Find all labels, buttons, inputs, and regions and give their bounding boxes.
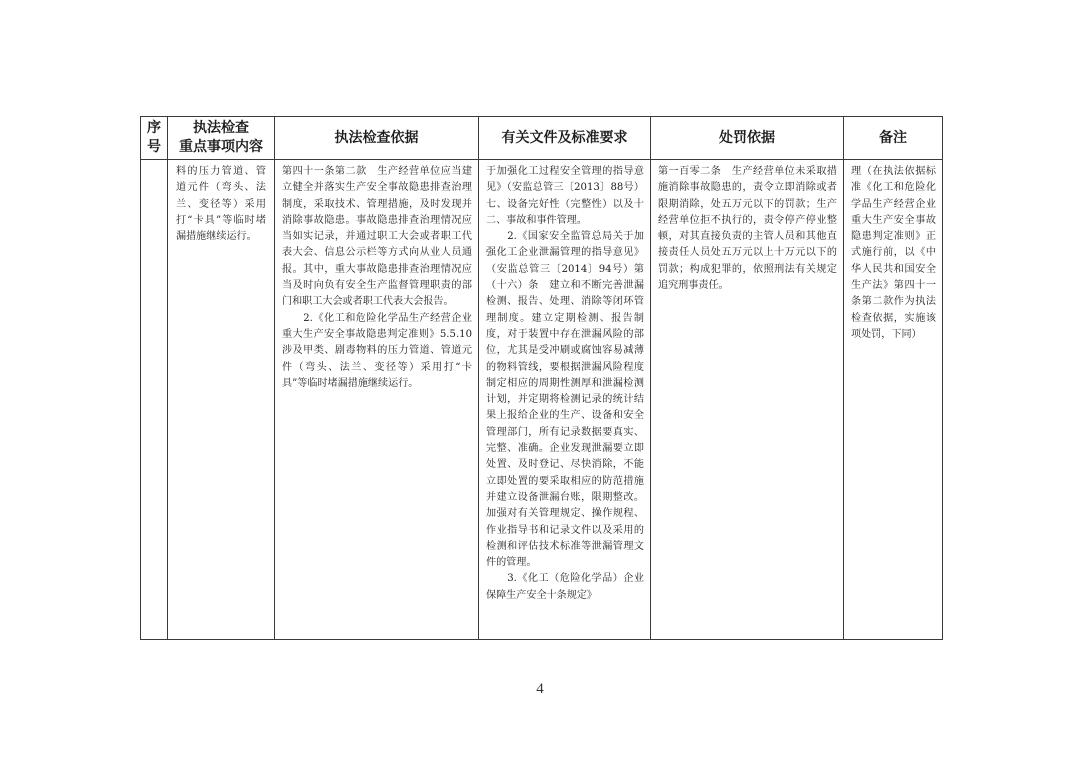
page-number: 4: [536, 681, 544, 697]
cell-remarks: [844, 160, 943, 640]
header-penalty-basis: 处罚依据: [651, 117, 844, 160]
table-header-row: [141, 117, 943, 160]
penalty-text: 第一百零二条 生产经营单位未采取措施消除事故隐患的，责令立即消除或者限期消除，处五万元以下的罚款；生产经营单位拒不执行的，责令停产停业整顿，对其直接负责的主管人员和其他直接责任人员处五万元以上十万元以下的罚款；构成犯罪的，依照刑法有关规定追究刑事责任。: [658, 166, 837, 292]
table-row: [141, 160, 943, 640]
header-remarks: 备注: [844, 117, 943, 160]
seq-text: [141, 160, 167, 164]
header-seq: 序 号: [141, 117, 168, 160]
header-standards: 有关文件及标准要求: [479, 117, 651, 160]
header-inspection-items: 执法检查 重点事项内容: [168, 117, 275, 160]
cell-penalty: [651, 160, 844, 640]
header-inspection-basis: 执法检查依据: [275, 117, 479, 160]
basis-text: 第四十一条第二款 生产经营单位应当建立健全并落实生产安全事故隐患排查治理制度，采取技术、管理措施，及时发现并消除事故隐患。事故隐患排查治理情况应当如实记录，并通过职工大会或者职工代表大会、信息公示栏等方式向从业人员通报。其中，重大事故隐患排查治理情况应当及时向负有安全生产监督管理职责的部门和职工大会或者职工代表大会报告。 2.《化工和危险化学品生产经营企业重大生产安全事故隐患判定准则》5.5.10 涉及甲类、剧毒物料的压力管道、管道元件（弯头、法兰、变径等）采用打“卡具”等临时堵漏措施继续运行。: [282, 166, 472, 389]
cell-standards: [479, 160, 651, 640]
items-text: 料的压力管道、管道元件（弯头、法兰、变径等）采用打“卡具”等临时堵漏措施继续运行。: [176, 166, 266, 243]
regulation-table: [140, 116, 943, 640]
standards-text: 于加强化工过程安全管理的指导意见》（安监总管三〔2013〕88号）七、设备完好性（完整性）以及十二、事故和事件管理。 2.《国家安全监管总局关于加强化工企业泄漏管理的指导意见》（安监总管三〔2014〕94号）第（十六）条 建立和不断完善泄漏检测、报告、处理、消除等闭环管理制度。建立定期检测、报告制度，对于装置中存在泄漏风险的部位，尤其是受冲刷或腐蚀容易减薄的物料管线，要根据泄漏风险程度制定相应的周期性测厚和泄漏检测计划，并定期将检测记录的统计结果上报给企业的生产、设备和安全管理部门，所有记录数据要真实、完整、准确。企业发现泄漏要立即处置、及时登记、尽快消除，不能立即处置的要采取相应的防范措施并建立设备泄漏台账，限期整改。加强对有关管理规定、操作规程、作业指导书和记录文件以及采用的检测和评估技术标准等泄漏管理文件的管理。 3.《化工（危险化学品）企业保障生产安全十条规定》: [486, 166, 644, 601]
cell-items: [168, 160, 275, 640]
cell-seq: [141, 160, 168, 640]
cell-basis: [275, 160, 479, 640]
remarks-text: 理（在执法依据标准《化工和危险化学品生产经营企业重大生产安全事故隐患判定准则》正式施行前，以《中华人民共和国安全生产法》第四十一条第二款作为执法检查依据，实施该项处罚，下同）: [851, 166, 936, 340]
